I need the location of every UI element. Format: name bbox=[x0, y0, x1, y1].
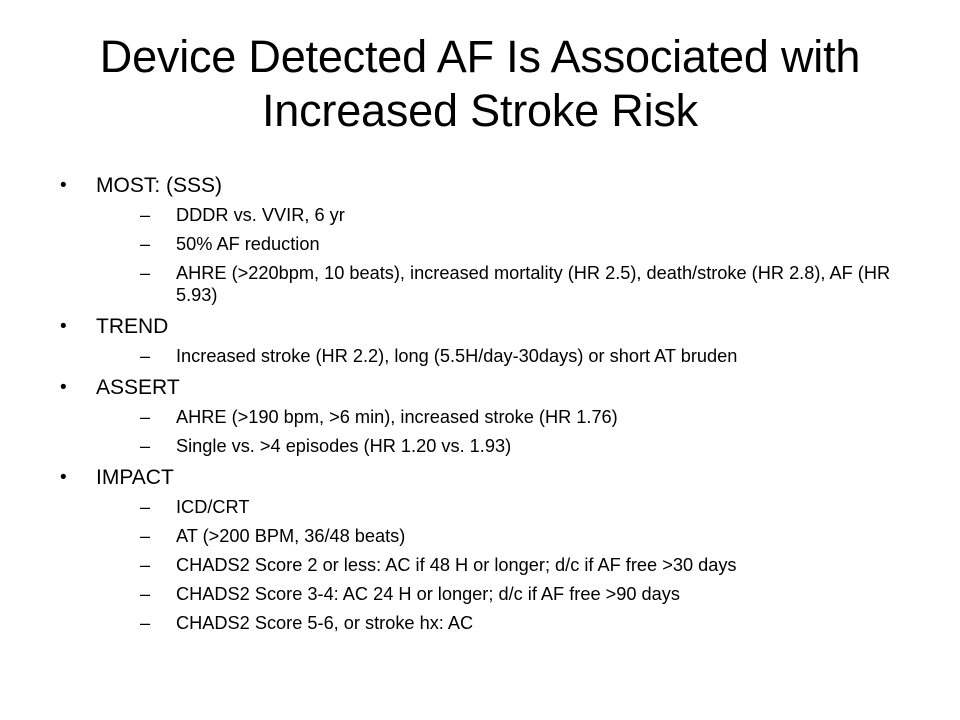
dash-marker: – bbox=[140, 555, 151, 575]
dash-marker: – bbox=[140, 407, 151, 427]
sub-item bbox=[96, 612, 916, 634]
sub-item-text: ICD/CRT bbox=[176, 497, 250, 517]
sub-item bbox=[96, 496, 916, 518]
sub-item bbox=[96, 525, 916, 547]
sub-list-trend bbox=[96, 345, 920, 367]
bullet-most bbox=[60, 172, 920, 306]
sub-item bbox=[96, 406, 916, 428]
bullet-assert bbox=[60, 374, 920, 457]
sub-item bbox=[96, 204, 916, 226]
bullet-trend bbox=[60, 313, 920, 367]
sub-list-assert bbox=[96, 406, 920, 457]
dash-marker: – bbox=[140, 436, 151, 456]
sub-list-impact bbox=[96, 496, 920, 634]
dash-marker: – bbox=[140, 526, 151, 546]
bullet-label-impact: IMPACT bbox=[96, 466, 174, 489]
bullet-marker: • bbox=[60, 316, 67, 337]
dash-marker: – bbox=[140, 346, 151, 366]
bullet-list bbox=[60, 172, 920, 641]
bullet-marker: • bbox=[60, 467, 67, 488]
bullet-label-assert: ASSERT bbox=[96, 376, 180, 399]
sub-item-text: AHRE (>190 bpm, >6 min), increased stroke (HR 1.76) bbox=[176, 407, 618, 427]
dash-marker: – bbox=[140, 497, 151, 517]
slide-title-line-2: Increased Stroke Risk bbox=[262, 85, 698, 136]
slide-title bbox=[40, 30, 920, 138]
sub-item bbox=[96, 435, 916, 457]
bullet-label-most: MOST: (SSS) bbox=[96, 174, 223, 197]
sub-item-text: AHRE (>220bpm, 10 beats), increased mortality (HR 2.5), death/stroke (HR 2.8), AF (HR 5.93) bbox=[176, 263, 891, 305]
sub-item-text: Single vs. >4 episodes (HR 1.20 vs. 1.93) bbox=[176, 436, 512, 456]
sub-item-text: Increased stroke (HR 2.2), long (5.5H/day-30days) or short AT bruden bbox=[176, 346, 738, 366]
sub-item-text: 50% AF reduction bbox=[176, 234, 320, 254]
bullet-marker: • bbox=[60, 377, 67, 398]
sub-item bbox=[96, 554, 916, 576]
dash-marker: – bbox=[140, 234, 151, 254]
dash-marker: – bbox=[140, 263, 151, 283]
bullet-marker: • bbox=[60, 175, 67, 196]
bullet-impact bbox=[60, 464, 920, 634]
sub-item-text: CHADS2 Score 5-6, or stroke hx: AC bbox=[176, 613, 474, 633]
sub-item bbox=[96, 583, 916, 605]
sub-item bbox=[96, 345, 916, 367]
dash-marker: – bbox=[140, 584, 151, 604]
sub-item bbox=[96, 262, 916, 306]
slide-title-line-1: Device Detected AF Is Associated with bbox=[99, 31, 861, 82]
sub-list-most bbox=[96, 204, 920, 306]
sub-item-text: AT (>200 BPM, 36/48 beats) bbox=[176, 526, 406, 546]
sub-item-text: CHADS2 Score 3-4: AC 24 H or longer; d/c if AF free >90 days bbox=[176, 584, 680, 604]
sub-item-text: DDDR vs. VVIR, 6 yr bbox=[176, 205, 345, 225]
dash-marker: – bbox=[140, 613, 151, 633]
sub-item-text: CHADS2 Score 2 or less: AC if 48 H or longer; d/c if AF free >30 days bbox=[176, 555, 737, 575]
sub-item bbox=[96, 233, 916, 255]
bullet-label-trend: TREND bbox=[96, 315, 169, 338]
dash-marker: – bbox=[140, 205, 151, 225]
